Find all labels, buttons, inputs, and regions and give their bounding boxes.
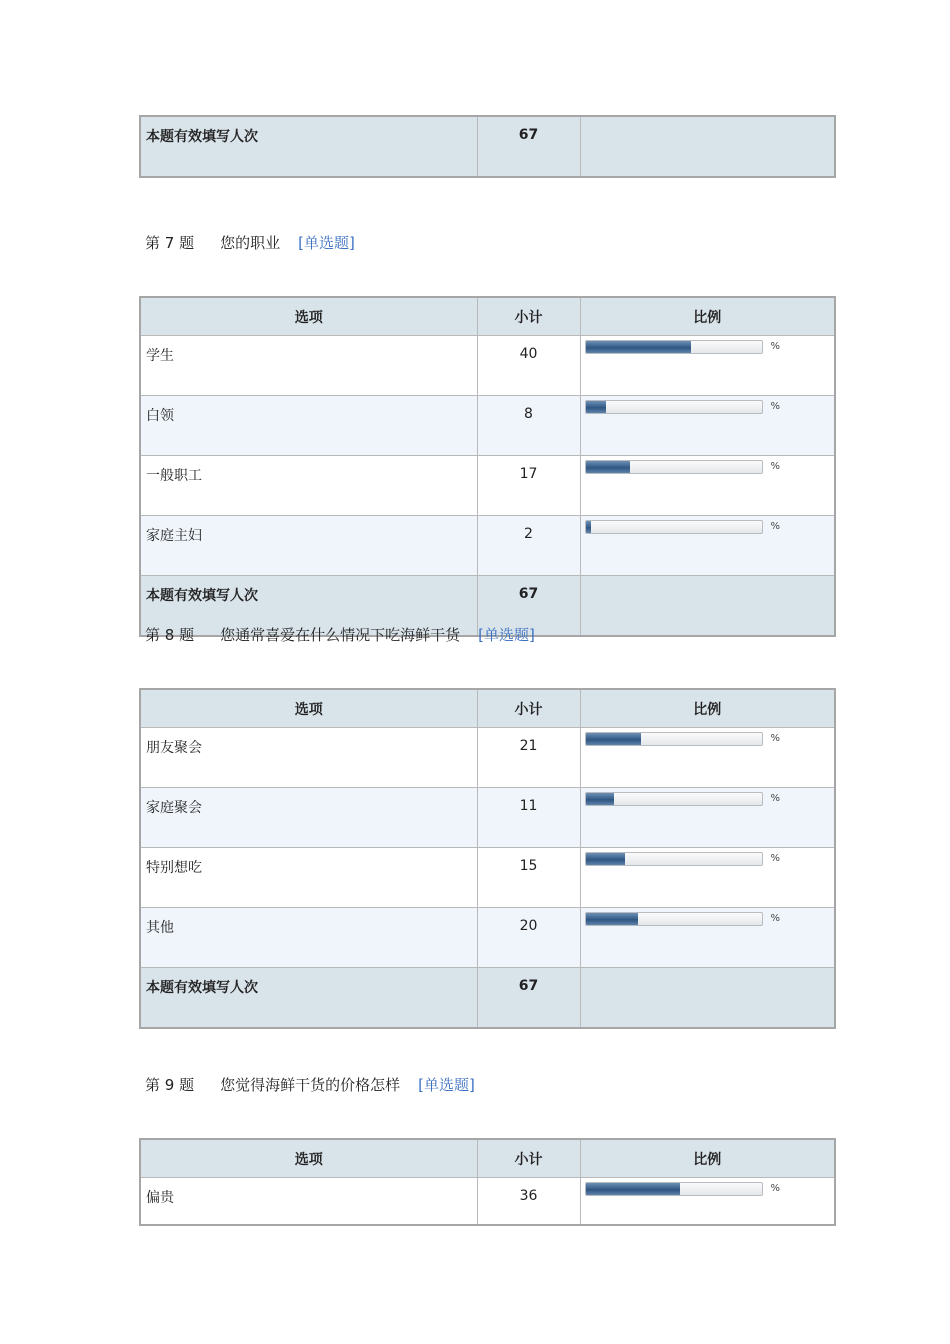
option-label: 学生	[140, 336, 477, 396]
ratio-progress-fill	[586, 401, 607, 413]
total-label: 本题有效填写人次	[140, 116, 477, 177]
header-ratio: 比例	[580, 297, 835, 336]
ratio-cell	[580, 516, 835, 576]
question-type-link[interactable]: [单选题]	[298, 234, 355, 252]
table-row	[140, 456, 835, 516]
header-count: 小计	[477, 1139, 580, 1178]
ratio-progress-bar	[585, 912, 763, 926]
ratio-progress-bar	[585, 340, 763, 354]
header-ratio: 比例	[580, 1139, 835, 1178]
option-label: 一般职工	[140, 456, 477, 516]
ratio-cell	[580, 1178, 835, 1226]
question-number: 第 9 题	[145, 1076, 195, 1094]
q6-summary-table	[139, 115, 836, 178]
table-row	[140, 848, 835, 908]
ratio-cell	[580, 848, 835, 908]
question-type-link[interactable]: [单选题]	[478, 626, 535, 644]
table-row	[140, 788, 835, 848]
percent-sign: %	[770, 793, 781, 804]
table-row	[140, 516, 835, 576]
header-option: 选项	[140, 297, 477, 336]
header-ratio: 比例	[580, 689, 835, 728]
option-count: 40	[477, 336, 580, 396]
table-row	[140, 1178, 835, 1226]
option-count: 8	[477, 396, 580, 456]
ratio-progress-fill	[586, 733, 641, 745]
ratio-cell	[580, 728, 835, 788]
header-count: 小计	[477, 297, 580, 336]
percent-sign: %	[770, 1183, 781, 1194]
question-number: 第 7 题	[145, 234, 195, 252]
total-ratio-cell	[580, 116, 835, 177]
ratio-progress-fill	[586, 793, 615, 805]
percent-sign: %	[770, 521, 781, 532]
question-title: 您的职业	[220, 234, 281, 252]
option-label: 其他	[140, 908, 477, 968]
percent-sign: %	[770, 853, 781, 864]
total-ratio-cell	[580, 968, 835, 1029]
ratio-progress-fill	[586, 521, 591, 533]
question-7-heading	[145, 232, 355, 253]
ratio-progress-bar	[585, 400, 763, 414]
ratio-progress-bar	[585, 852, 763, 866]
table-row	[140, 336, 835, 396]
option-count: 15	[477, 848, 580, 908]
question-type-link[interactable]: [单选题]	[418, 1076, 475, 1094]
total-label: 本题有效填写人次	[140, 576, 477, 637]
option-label: 朋友聚会	[140, 728, 477, 788]
table-row	[140, 908, 835, 968]
ratio-progress-bar	[585, 792, 763, 806]
ratio-progress-fill	[586, 853, 625, 865]
header-option: 选项	[140, 1139, 477, 1178]
question-7-table	[139, 296, 836, 637]
ratio-progress-fill	[586, 341, 691, 353]
table-row	[140, 728, 835, 788]
question-number: 第 8 题	[145, 626, 195, 644]
option-count: 2	[477, 516, 580, 576]
ratio-progress-bar	[585, 1182, 763, 1196]
table-row	[140, 396, 835, 456]
percent-sign: %	[770, 341, 781, 352]
percent-sign: %	[770, 913, 781, 924]
percent-sign: %	[770, 733, 781, 744]
total-count: 67	[477, 968, 580, 1029]
total-count: 67	[477, 116, 580, 177]
header-count: 小计	[477, 689, 580, 728]
question-9-heading	[145, 1074, 475, 1095]
ratio-cell	[580, 336, 835, 396]
ratio-cell	[580, 456, 835, 516]
option-count: 20	[477, 908, 580, 968]
ratio-progress-fill	[586, 913, 639, 925]
percent-sign: %	[770, 461, 781, 472]
header-option: 选项	[140, 689, 477, 728]
question-title: 您通常喜爱在什么情况下吃海鲜干货	[220, 626, 461, 644]
option-label: 家庭主妇	[140, 516, 477, 576]
option-count: 36	[477, 1178, 580, 1226]
ratio-progress-fill	[586, 461, 631, 473]
question-8-heading	[145, 624, 535, 645]
option-label: 特别想吃	[140, 848, 477, 908]
total-label: 本题有效填写人次	[140, 968, 477, 1029]
option-label: 白领	[140, 396, 477, 456]
percent-sign: %	[770, 401, 781, 412]
option-label: 偏贵	[140, 1178, 477, 1226]
ratio-progress-fill	[586, 1183, 681, 1195]
ratio-progress-bar	[585, 520, 763, 534]
total-count: 67	[477, 576, 580, 637]
ratio-cell	[580, 396, 835, 456]
option-count: 17	[477, 456, 580, 516]
question-9-table	[139, 1138, 836, 1226]
total-ratio-cell	[580, 576, 835, 637]
option-count: 11	[477, 788, 580, 848]
option-count: 21	[477, 728, 580, 788]
question-title: 您觉得海鲜干货的价格怎样	[220, 1076, 401, 1094]
option-label: 家庭聚会	[140, 788, 477, 848]
ratio-progress-bar	[585, 732, 763, 746]
ratio-cell	[580, 788, 835, 848]
ratio-cell	[580, 908, 835, 968]
question-8-table	[139, 688, 836, 1029]
ratio-progress-bar	[585, 460, 763, 474]
